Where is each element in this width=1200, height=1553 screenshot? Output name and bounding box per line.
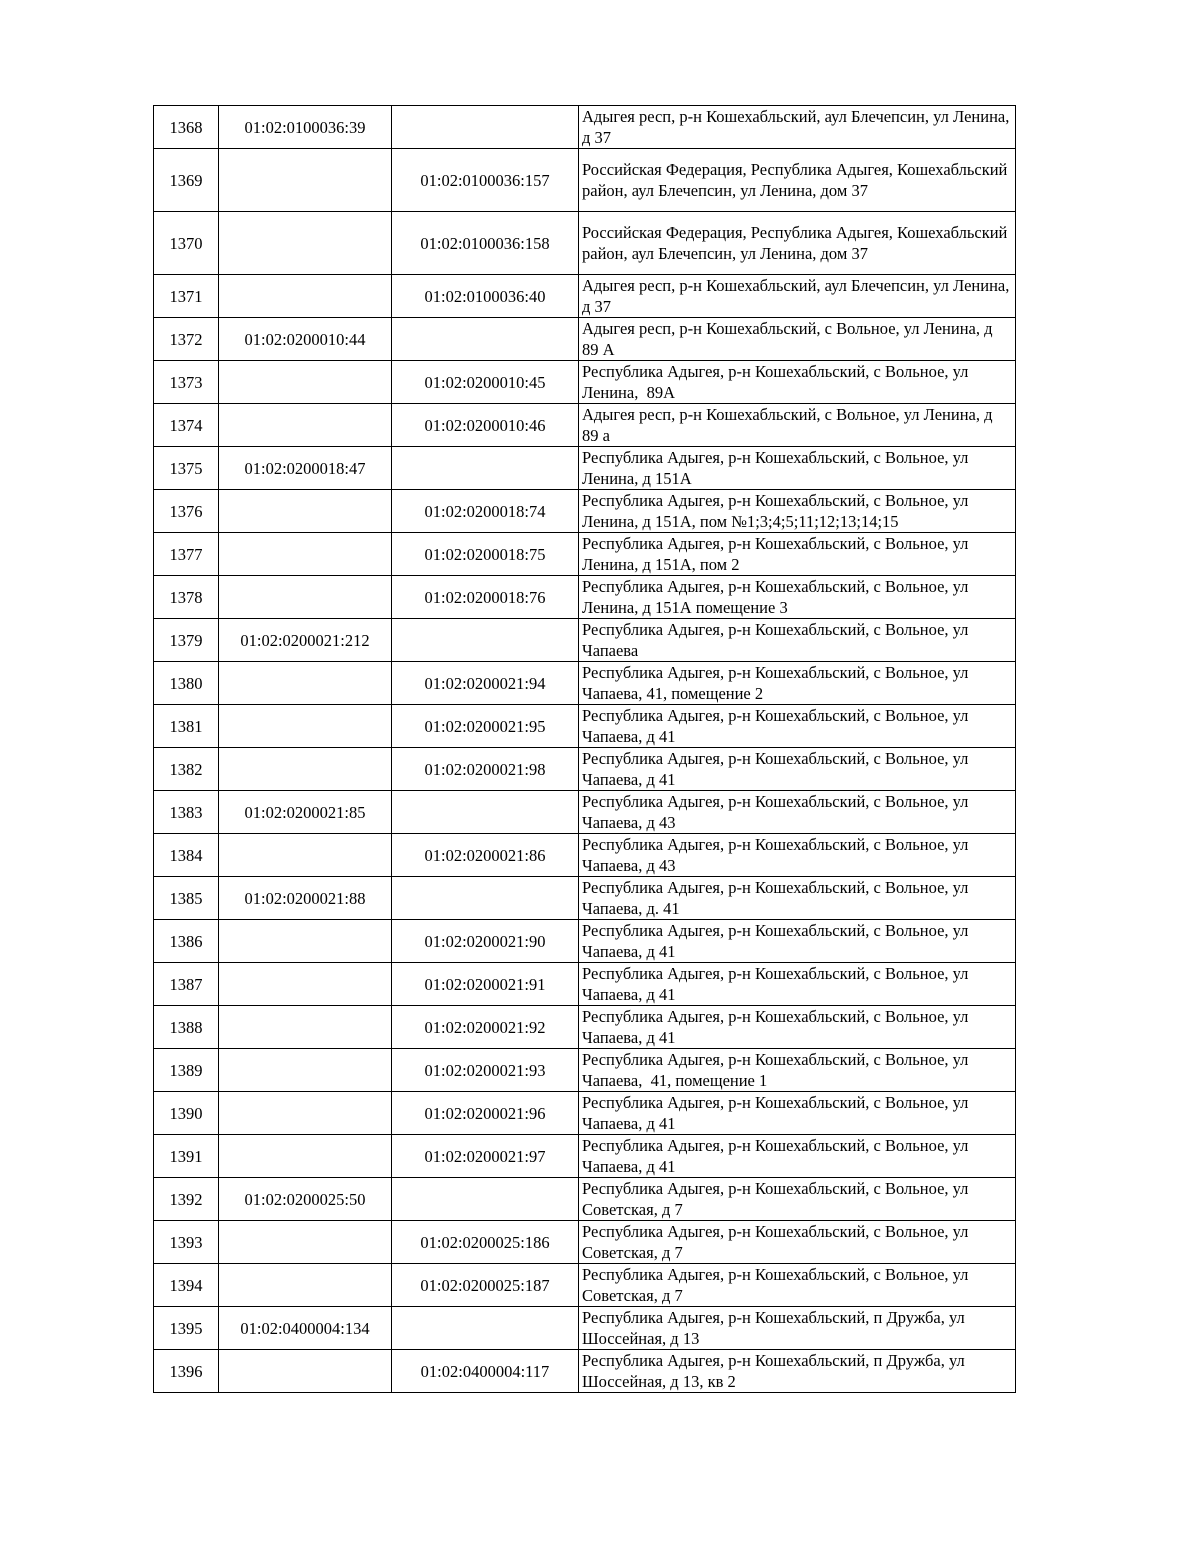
row-number-cell: 1392 bbox=[154, 1178, 219, 1221]
parcel-cadastral-number-cell bbox=[219, 361, 392, 404]
table-row bbox=[154, 619, 1016, 662]
address-cell: Республика Адыгея, р-н Кошехабльский, с Вольное, ул Чапаева, д 41 bbox=[579, 963, 1016, 1006]
table-row bbox=[154, 576, 1016, 619]
row-number-cell: 1394 bbox=[154, 1264, 219, 1307]
parcel-cadastral-number-cell: 01:02:0200021:88 bbox=[219, 877, 392, 920]
object-cadastral-number-cell: 01:02:0200018:74 bbox=[392, 490, 579, 533]
address-cell: Республика Адыгея, р-н Кошехабльский, с Вольное, ул Ленина, 89А bbox=[579, 361, 1016, 404]
object-cadastral-number-cell: 01:02:0100036:157 bbox=[392, 149, 579, 212]
object-cadastral-number-cell: 01:02:0200021:86 bbox=[392, 834, 579, 877]
address-cell: Республика Адыгея, р-н Кошехабльский, с Вольное, ул Ленина, д 151А, пом 2 bbox=[579, 533, 1016, 576]
row-number-cell: 1386 bbox=[154, 920, 219, 963]
address-cell: Республика Адыгея, р-н Кошехабльский, с Вольное, ул Чапаева, д 41 bbox=[579, 748, 1016, 791]
row-number-cell: 1380 bbox=[154, 662, 219, 705]
object-cadastral-number-cell: 01:02:0200021:90 bbox=[392, 920, 579, 963]
table-row bbox=[154, 212, 1016, 275]
address-cell: Республика Адыгея, р-н Кошехабльский, с Вольное, ул Ленина, д 151А bbox=[579, 447, 1016, 490]
address-cell: Республика Адыгея, р-н Кошехабльский, с Вольное, ул Ленина, д 151А, пом №1;3;4;5;11;12;13;14;15 bbox=[579, 490, 1016, 533]
object-cadastral-number-cell: 01:02:0200025:187 bbox=[392, 1264, 579, 1307]
object-cadastral-number-cell: 01:02:0200021:97 bbox=[392, 1135, 579, 1178]
address-cell: Республика Адыгея, р-н Кошехабльский, с Вольное, ул Чапаева, д. 41 bbox=[579, 877, 1016, 920]
object-cadastral-number-cell: 01:02:0100036:158 bbox=[392, 212, 579, 275]
address-cell: Адыгея респ, р-н Кошехабльский, с Вольное, ул Ленина, д 89 А bbox=[579, 318, 1016, 361]
parcel-cadastral-number-cell: 01:02:0200021:85 bbox=[219, 791, 392, 834]
address-cell: Республика Адыгея, р-н Кошехабльский, с Вольное, ул Чапаева, д 41 bbox=[579, 1092, 1016, 1135]
address-cell: Адыгея респ, р-н Кошехабльский, аул Блечепсин, ул Ленина, д 37 bbox=[579, 106, 1016, 149]
object-cadastral-number-cell: 01:02:0200021:91 bbox=[392, 963, 579, 1006]
parcel-cadastral-number-cell bbox=[219, 1135, 392, 1178]
object-cadastral-number-cell: 01:02:0200021:98 bbox=[392, 748, 579, 791]
parcel-cadastral-number-cell: 01:02:0200010:44 bbox=[219, 318, 392, 361]
address-cell: Республика Адыгея, р-н Кошехабльский, с Вольное, ул Чапаева bbox=[579, 619, 1016, 662]
object-cadastral-number-cell bbox=[392, 318, 579, 361]
address-cell: Российская Федерация, Республика Адыгея, Кошехабльский район, аул Блечепсин, ул Ленина, дом 37 bbox=[579, 149, 1016, 212]
object-cadastral-number-cell bbox=[392, 1178, 579, 1221]
address-cell: Республика Адыгея, р-н Кошехабльский, с Вольное, ул Чапаева, д 41 bbox=[579, 1006, 1016, 1049]
object-cadastral-number-cell: 01:02:0200018:75 bbox=[392, 533, 579, 576]
parcel-cadastral-number-cell bbox=[219, 533, 392, 576]
table-row bbox=[154, 834, 1016, 877]
address-cell: Республика Адыгея, р-н Кошехабльский, с Вольное, ул Чапаева, д 43 bbox=[579, 791, 1016, 834]
parcel-cadastral-number-cell bbox=[219, 748, 392, 791]
row-number-cell: 1375 bbox=[154, 447, 219, 490]
table-row bbox=[154, 361, 1016, 404]
table-row bbox=[154, 748, 1016, 791]
address-cell: Республика Адыгея, р-н Кошехабльский, с Вольное, ул Советская, д 7 bbox=[579, 1264, 1016, 1307]
cadastral-table bbox=[153, 105, 1016, 1393]
table-row bbox=[154, 318, 1016, 361]
table-row bbox=[154, 705, 1016, 748]
table-row bbox=[154, 1221, 1016, 1264]
address-cell: Республика Адыгея, р-н Кошехабльский, с Вольное, ул Чапаева, д 41 bbox=[579, 920, 1016, 963]
row-number-cell: 1391 bbox=[154, 1135, 219, 1178]
parcel-cadastral-number-cell bbox=[219, 1221, 392, 1264]
row-number-cell: 1371 bbox=[154, 275, 219, 318]
object-cadastral-number-cell: 01:02:0200018:76 bbox=[392, 576, 579, 619]
row-number-cell: 1377 bbox=[154, 533, 219, 576]
object-cadastral-number-cell: 01:02:0200021:95 bbox=[392, 705, 579, 748]
parcel-cadastral-number-cell bbox=[219, 1049, 392, 1092]
address-cell: Республика Адыгея, р-н Кошехабльский, с Вольное, ул Чапаева, д 41 bbox=[579, 705, 1016, 748]
table-row bbox=[154, 920, 1016, 963]
row-number-cell: 1387 bbox=[154, 963, 219, 1006]
row-number-cell: 1393 bbox=[154, 1221, 219, 1264]
object-cadastral-number-cell bbox=[392, 619, 579, 662]
parcel-cadastral-number-cell bbox=[219, 1006, 392, 1049]
table-row bbox=[154, 533, 1016, 576]
parcel-cadastral-number-cell bbox=[219, 490, 392, 533]
parcel-cadastral-number-cell: 01:02:0400004:134 bbox=[219, 1307, 392, 1350]
address-cell: Российская Федерация, Республика Адыгея, Кошехабльский район, аул Блечепсин, ул Ленина, дом 37 bbox=[579, 212, 1016, 275]
parcel-cadastral-number-cell: 01:02:0200021:212 bbox=[219, 619, 392, 662]
object-cadastral-number-cell bbox=[392, 791, 579, 834]
object-cadastral-number-cell: 01:02:0100036:40 bbox=[392, 275, 579, 318]
object-cadastral-number-cell: 01:02:0200010:45 bbox=[392, 361, 579, 404]
row-number-cell: 1388 bbox=[154, 1006, 219, 1049]
table-row bbox=[154, 404, 1016, 447]
address-cell: Республика Адыгея, р-н Кошехабльский, с Вольное, ул Чапаева, 41, помещение 1 bbox=[579, 1049, 1016, 1092]
row-number-cell: 1379 bbox=[154, 619, 219, 662]
table-row bbox=[154, 963, 1016, 1006]
parcel-cadastral-number-cell bbox=[219, 834, 392, 877]
row-number-cell: 1384 bbox=[154, 834, 219, 877]
object-cadastral-number-cell bbox=[392, 1307, 579, 1350]
address-cell: Республика Адыгея, р-н Кошехабльский, с Вольное, ул Чапаева, 41, помещение 2 bbox=[579, 662, 1016, 705]
address-cell: Адыгея респ, р-н Кошехабльский, аул Блечепсин, ул Ленина, д 37 bbox=[579, 275, 1016, 318]
row-number-cell: 1370 bbox=[154, 212, 219, 275]
address-cell: Республика Адыгея, р-н Кошехабльский, п Дружба, ул Шоссейная, д 13 bbox=[579, 1307, 1016, 1350]
parcel-cadastral-number-cell bbox=[219, 1092, 392, 1135]
parcel-cadastral-number-cell: 01:02:0100036:39 bbox=[219, 106, 392, 149]
row-number-cell: 1385 bbox=[154, 877, 219, 920]
row-number-cell: 1390 bbox=[154, 1092, 219, 1135]
row-number-cell: 1373 bbox=[154, 361, 219, 404]
table-row bbox=[154, 275, 1016, 318]
row-number-cell: 1381 bbox=[154, 705, 219, 748]
table-body bbox=[154, 106, 1016, 1393]
address-cell: Республика Адыгея, р-н Кошехабльский, с Вольное, ул Советская, д 7 bbox=[579, 1221, 1016, 1264]
parcel-cadastral-number-cell bbox=[219, 920, 392, 963]
parcel-cadastral-number-cell: 01:02:0200025:50 bbox=[219, 1178, 392, 1221]
table-row bbox=[154, 1264, 1016, 1307]
table-row bbox=[154, 447, 1016, 490]
object-cadastral-number-cell: 01:02:0200021:93 bbox=[392, 1049, 579, 1092]
object-cadastral-number-cell: 01:02:0200021:94 bbox=[392, 662, 579, 705]
row-number-cell: 1383 bbox=[154, 791, 219, 834]
object-cadastral-number-cell bbox=[392, 877, 579, 920]
parcel-cadastral-number-cell: 01:02:0200018:47 bbox=[219, 447, 392, 490]
row-number-cell: 1378 bbox=[154, 576, 219, 619]
address-cell: Республика Адыгея, р-н Кошехабльский, с Вольное, ул Советская, д 7 bbox=[579, 1178, 1016, 1221]
address-cell: Республика Адыгея, р-н Кошехабльский, с Вольное, ул Чапаева, д 43 bbox=[579, 834, 1016, 877]
table-row bbox=[154, 1307, 1016, 1350]
table-row bbox=[154, 1350, 1016, 1393]
row-number-cell: 1368 bbox=[154, 106, 219, 149]
parcel-cadastral-number-cell bbox=[219, 149, 392, 212]
object-cadastral-number-cell bbox=[392, 447, 579, 490]
row-number-cell: 1395 bbox=[154, 1307, 219, 1350]
table-row bbox=[154, 490, 1016, 533]
row-number-cell: 1376 bbox=[154, 490, 219, 533]
address-cell: Республика Адыгея, р-н Кошехабльский, с Вольное, ул Чапаева, д 41 bbox=[579, 1135, 1016, 1178]
parcel-cadastral-number-cell bbox=[219, 212, 392, 275]
parcel-cadastral-number-cell bbox=[219, 1350, 392, 1393]
table-row bbox=[154, 1006, 1016, 1049]
row-number-cell: 1396 bbox=[154, 1350, 219, 1393]
parcel-cadastral-number-cell bbox=[219, 1264, 392, 1307]
row-number-cell: 1382 bbox=[154, 748, 219, 791]
row-number-cell: 1372 bbox=[154, 318, 219, 361]
parcel-cadastral-number-cell bbox=[219, 963, 392, 1006]
table-row bbox=[154, 1178, 1016, 1221]
object-cadastral-number-cell: 01:02:0200021:96 bbox=[392, 1092, 579, 1135]
parcel-cadastral-number-cell bbox=[219, 275, 392, 318]
object-cadastral-number-cell bbox=[392, 106, 579, 149]
table-row bbox=[154, 1092, 1016, 1135]
table-row bbox=[154, 791, 1016, 834]
object-cadastral-number-cell: 01:02:0200025:186 bbox=[392, 1221, 579, 1264]
row-number-cell: 1369 bbox=[154, 149, 219, 212]
parcel-cadastral-number-cell bbox=[219, 404, 392, 447]
parcel-cadastral-number-cell bbox=[219, 705, 392, 748]
table-row bbox=[154, 1135, 1016, 1178]
address-cell: Республика Адыгея, р-н Кошехабльский, п Дружба, ул Шоссейная, д 13, кв 2 bbox=[579, 1350, 1016, 1393]
object-cadastral-number-cell: 01:02:0400004:117 bbox=[392, 1350, 579, 1393]
table-row bbox=[154, 877, 1016, 920]
object-cadastral-number-cell: 01:02:0200010:46 bbox=[392, 404, 579, 447]
row-number-cell: 1389 bbox=[154, 1049, 219, 1092]
table-row bbox=[154, 662, 1016, 705]
address-cell: Республика Адыгея, р-н Кошехабльский, с Вольное, ул Ленина, д 151А помещение 3 bbox=[579, 576, 1016, 619]
parcel-cadastral-number-cell bbox=[219, 576, 392, 619]
table-row bbox=[154, 106, 1016, 149]
table-row bbox=[154, 1049, 1016, 1092]
object-cadastral-number-cell: 01:02:0200021:92 bbox=[392, 1006, 579, 1049]
table-row bbox=[154, 149, 1016, 212]
address-cell: Адыгея респ, р-н Кошехабльский, с Вольное, ул Ленина, д 89 а bbox=[579, 404, 1016, 447]
parcel-cadastral-number-cell bbox=[219, 662, 392, 705]
row-number-cell: 1374 bbox=[154, 404, 219, 447]
